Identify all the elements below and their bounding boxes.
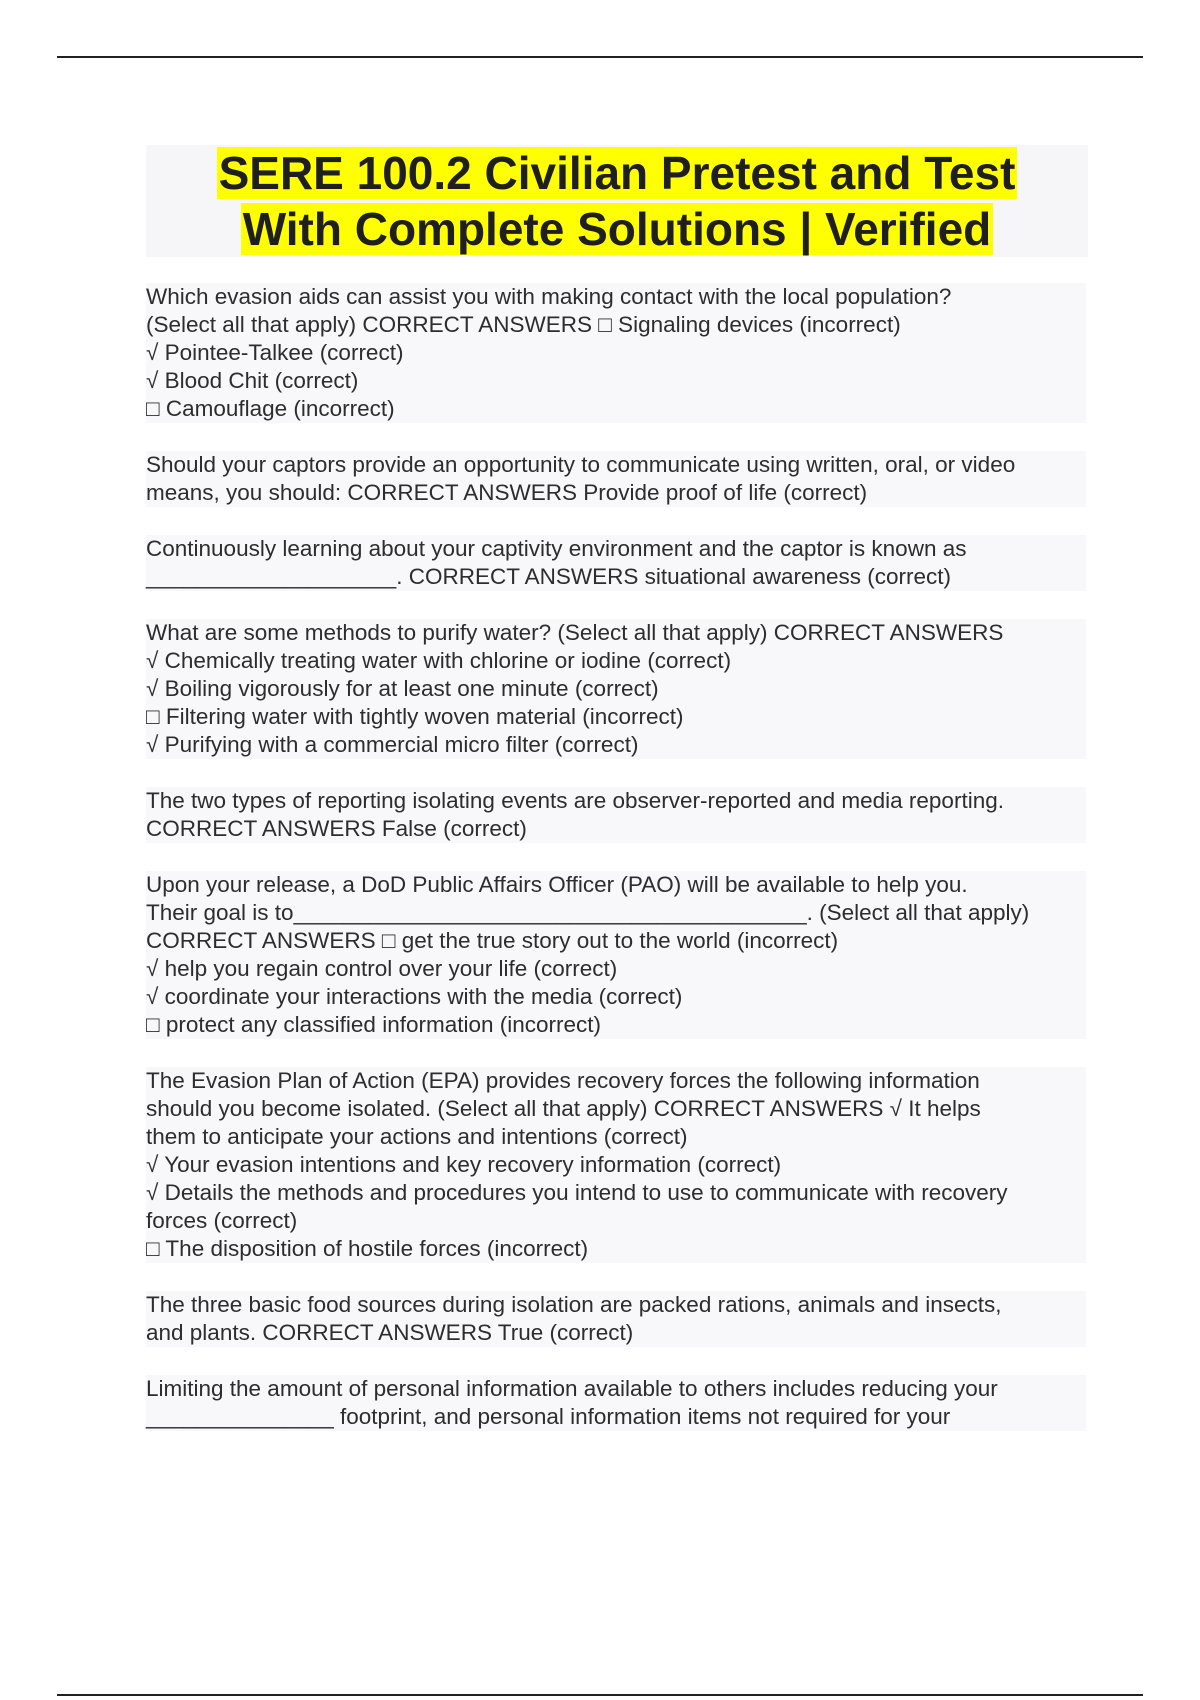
question-text-line: √ Blood Chit (correct)	[146, 368, 359, 393]
question-block	[146, 1291, 1086, 1347]
footer-rule	[57, 1694, 1143, 1696]
question-text-line: should you become isolated. (Select all that apply) CORRECT ANSWERS √ It helps	[146, 1096, 981, 1121]
question-text-line: CORRECT ANSWERS False (correct)	[146, 816, 527, 841]
question-text-line: ____________________. CORRECT ANSWERS situational awareness (correct)	[146, 564, 952, 589]
title-line-2: With Complete Solutions | Verified	[242, 203, 992, 255]
question-text-line: √ Boiling vigorously for at least one minute (correct)	[146, 676, 659, 701]
question-text-line: and plants. CORRECT ANSWERS True (correct)	[146, 1320, 634, 1345]
question-block	[146, 787, 1086, 843]
question-block	[146, 871, 1086, 1039]
header-rule	[57, 56, 1143, 58]
title-line-1: SERE 100.2 Civilian Pretest and Test	[218, 147, 1016, 199]
question-block	[146, 1067, 1086, 1263]
question-text-line: √ Chemically treating water with chlorine or iodine (correct)	[146, 648, 732, 673]
question-text-line: Continuously learning about your captivity environment and the captor is known as	[146, 536, 967, 561]
question-block	[146, 619, 1086, 759]
question-text-line: □ Camouflage (incorrect)	[146, 396, 395, 421]
question-text-line: √ coordinate your interactions with the media (correct)	[146, 984, 683, 1009]
question-text-line: _______________ footprint, and personal information items not required for your	[146, 1404, 951, 1429]
question-text-line: √ Details the methods and procedures you intend to use to communicate with recovery	[146, 1180, 1008, 1205]
question-text-line: The two types of reporting isolating events are observer-reported and media reporting.	[146, 788, 1004, 813]
question-text-line: Limiting the amount of personal information available to others includes reducing your	[146, 1376, 998, 1401]
question-text-line: Upon your release, a DoD Public Affairs Officer (PAO) will be available to help you.	[146, 872, 968, 897]
question-text-line: What are some methods to purify water? (Select all that apply) CORRECT ANSWERS	[146, 620, 1004, 645]
question-text-line: forces (correct)	[146, 1208, 298, 1233]
question-block	[146, 1375, 1086, 1431]
question-text-line: them to anticipate your actions and intentions (correct)	[146, 1124, 688, 1149]
question-text-line: The three basic food sources during isolation are packed rations, animals and insects,	[146, 1292, 1002, 1317]
question-text-line: (Select all that apply) CORRECT ANSWERS □ Signaling devices (incorrect)	[146, 312, 901, 337]
question-text-line: □ protect any classified information (incorrect)	[146, 1012, 602, 1037]
question-text-line: □ The disposition of hostile forces (incorrect)	[146, 1236, 589, 1261]
question-text-line: Which evasion aids can assist you with making contact with the local population?	[146, 284, 952, 309]
question-block	[146, 535, 1086, 591]
question-text-line: √ Pointee-Talkee (correct)	[146, 340, 404, 365]
question-text-line: Should your captors provide an opportunity to communicate using written, oral, or video	[146, 452, 1016, 477]
question-text-line: Their goal is to_________________________________________. (Select all that apply)	[146, 900, 1030, 925]
question-text-line: The Evasion Plan of Action (EPA) provides recovery forces the following information	[146, 1068, 980, 1093]
question-text-line: □ Filtering water with tightly woven material (incorrect)	[146, 704, 684, 729]
question-block	[146, 451, 1086, 507]
question-text-line: √ help you regain control over your life (correct)	[146, 956, 618, 981]
question-text-line: √ Your evasion intentions and key recovery information (correct)	[146, 1152, 782, 1177]
question-text-line: means, you should: CORRECT ANSWERS Provide proof of life (correct)	[146, 480, 868, 505]
question-block	[146, 283, 1086, 423]
document-title	[146, 145, 1088, 257]
question-text-line: √ Purifying with a commercial micro filter (correct)	[146, 732, 639, 757]
question-text-line: CORRECT ANSWERS □ get the true story out to the world (incorrect)	[146, 928, 839, 953]
question-list	[146, 283, 1086, 1459]
